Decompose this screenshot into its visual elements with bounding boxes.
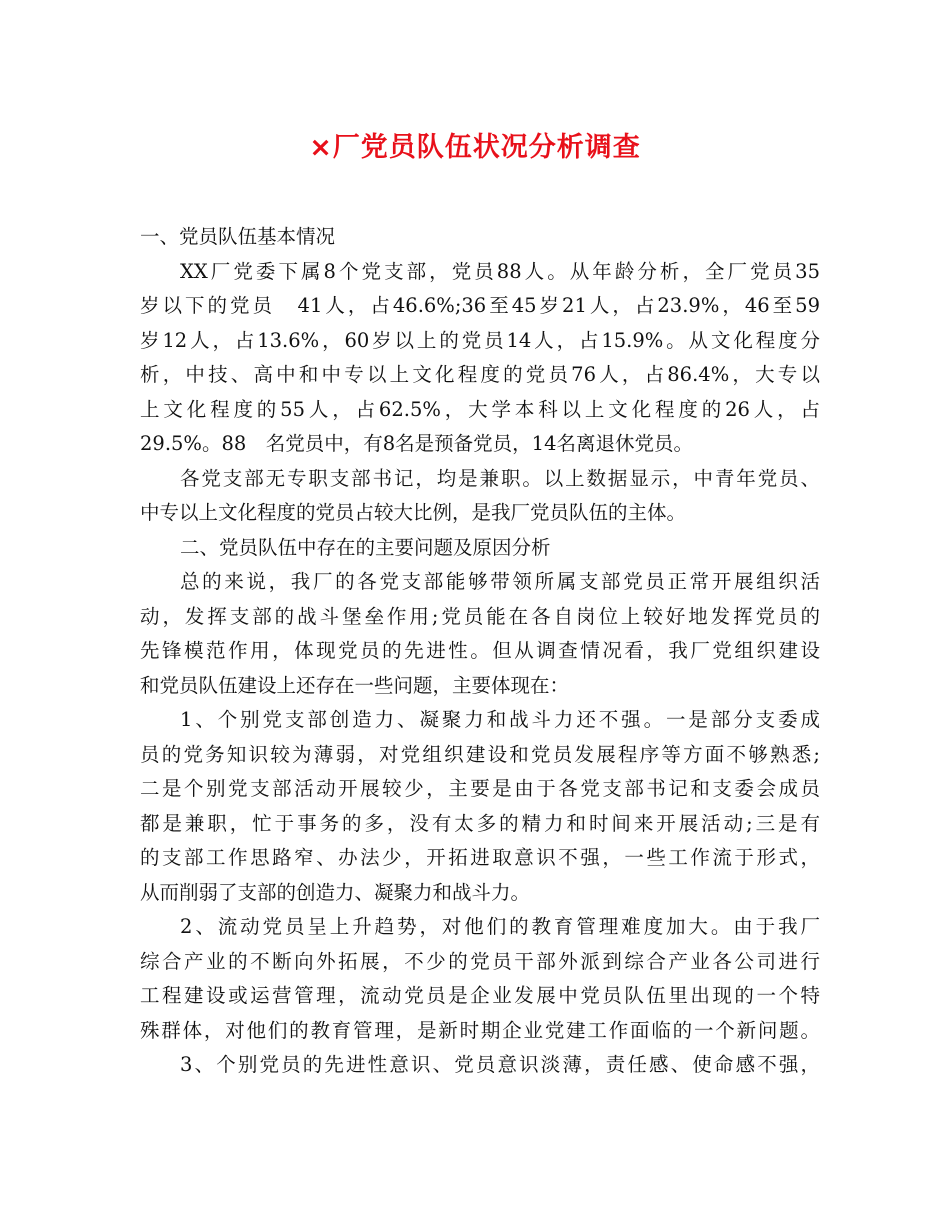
- text-line: 从而削弱了支部的创造力、凝聚力和战斗力。: [140, 880, 531, 904]
- text-line: 二、党员队伍中存在的主要问题及原因分析: [180, 535, 551, 559]
- text-line: 动，发挥支部的战斗堡垒作用;党员能在各自岗位上较好地发挥党员的: [140, 604, 820, 628]
- document-title: ×厂党员队伍状况分析调查: [309, 132, 641, 163]
- text-line: 岁以下的党员 41人，占46.6%;36至45岁21人，占23.9%，46至59: [140, 294, 820, 317]
- text-line: 析，中技、高中和中专以上文化程度的党员76人，占86.4%，大专以: [140, 363, 820, 386]
- text-line: 的支部工作思路窄、办法少，开拓进取意识不强，一些工作流于形式，: [140, 846, 820, 869]
- text-line: 员的党务知识较为薄弱，对党组织建设和党员发展程序等方面不够熟悉;: [140, 742, 820, 766]
- text-line: 先锋模范作用，体现党员的先进性。但从调查情况看，我厂党组织建设: [140, 639, 820, 662]
- text-line: 各党支部无专职支部书记，均是兼职。以上数据显示，中青年党员、: [180, 466, 820, 490]
- text-line: 1、个别党支部创造力、凝聚力和战斗力还不强。一是部分支委成: [180, 708, 820, 731]
- text-line: 工程建设或运营管理，流动党员是企业发展中党员队伍里出现的一个特: [140, 984, 820, 1007]
- text-line: 中专以上文化程度的党员占较大比例，是我厂党员队伍的主体。: [140, 501, 687, 524]
- text-line: 殊群体，对他们的教育管理，是新时期企业党建工作面临的一个新问题。: [140, 1018, 820, 1042]
- text-line: 总的来说，我厂的各党支部能够带领所属支部党员正常开展组织活: [180, 570, 820, 593]
- text-line: 一、党员队伍基本情况: [140, 225, 336, 248]
- text-line: XX厂党委下属8个党支部，党员88人。从年龄分析，全厂党员35: [180, 259, 820, 283]
- text-line: 二是个别党支部活动开展较少，主要是由于各党支部书记和支委会成员: [140, 777, 820, 800]
- text-line: 和党员队伍建设上还存在一些问题，主要体现在：: [140, 673, 570, 697]
- text-line: 3、个别党员的先进性意识、党员意识淡薄，责任感、使命感不强，: [180, 1053, 820, 1076]
- text-line: 上文化程度的55人，占62.5%，大学本科以上文化程度的26人，占: [140, 397, 820, 421]
- text-line: 29.5%。88 名党员中，有8名是预备党员，14名离退休党员。: [140, 432, 693, 455]
- text-line: 综合产业的不断向外拓展，不少的党员干部外派到综合产业各公司进行: [140, 949, 820, 973]
- text-line: 岁12人，占13.6%，60岁以上的党员14人，占15.9%。从文化程度分: [140, 328, 820, 352]
- text-line: 2、流动党员呈上升趋势，对他们的教育管理难度加大。由于我厂: [180, 915, 820, 938]
- text-line: 都是兼职，忙于事务的多，没有太多的精力和时间来开展活动;三是有: [140, 811, 820, 835]
- document-body: [140, 220, 820, 1083]
